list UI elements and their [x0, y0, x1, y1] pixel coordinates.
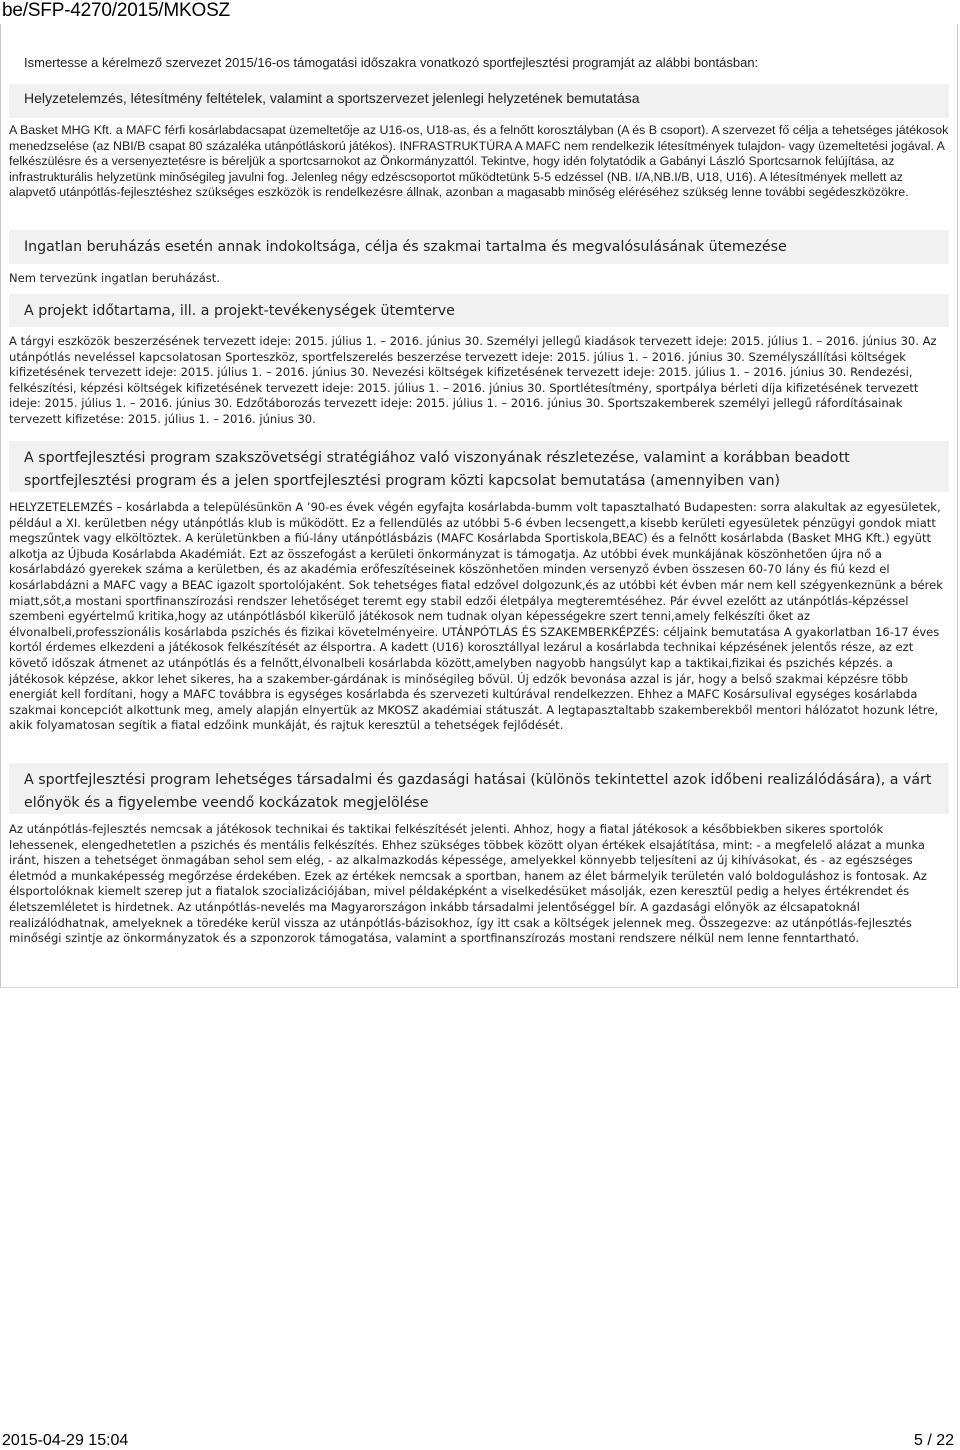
section-body: HELYZETELEMZÉS – kosárlabda a településünkön A ’90-es évek végén egyfajta kosárlabda-bumm volt tapasztalható Budapesten: sorra alakultak az egyesületek, például a XI. kerületben négy utánpótlás klub is működött. Ez a fellendülés az utóbbi 5-6 évben lecsengett,a kisebb kerületi egyesületek pénzügyi gondok miatt megszűntek vagy elköltöztek. A kerületünkben a fiú-lány utánpótlásbázis (MAFC Kosárlabda Sportiskola,BEAC) és a felnőtt kosárlabda (Basket MHG Kft.) együtt alkotja az Újbuda Kosárlabda Akadémiát. Ezt az összefogást a kerületi önkormányzat is támogatja. Az utóbbi évek munkájának köszönhetően újra nő a kosárlabdázó gyerekek száma a kerületben, és az akadémia erőfeszítéseinek köszönhetően minden versenyző évben összesen 60-70 lány és fiú kezd el kosárlabdázni a MAFC vagy a BEAC igazolt sportolójaként. Sok tehetséges fiatal edzővel dolgozunk,és az utóbbi két évben már nem kell szégyenkeznünk a bérek miatt,sőt,a mostani sportfinanszírozási rendszer lehetőséget teremt egy stabil edzői életpálya megteremtéséhez. Pár évvel ezelőtt az utánpótlás-képzéssel szembeni egyértelmű kritika,hogy az utánpótlásból kikerülő játékosok nem tudnak olyan képességekre szert tenni,amely felkészíti őket az élvonalbeli,professzionális kosárlabda pszichés és fizikai követelményeire. UTÁNPÓTLÁS ÉS SZAKEMBERKÉPZÉS: céljaink bemutatása A gyakorlatban 16-17 éves kortól érdemes elkezdeni a játékosok felkészítését az élsportra. A kadett (U16) korosztállyal lezárul a kosárlabda technikai képzésének jelentős része, az ezt követő időszak átmenet az utánpótlás és a felnőtt,élvonalbeli kosárlabda között,amelyben nagyobb hangsúlyt kap a taktikai,fizikai és pszichés képzés. a játékosok képzése, akkor lehet sikeres, ha a szakember-gárdának is minőségileg bővül. Új edzők bevonása azzal is jár, hogy a belső szakmai képzésre több energiát kell fordítani, hogy a MAFC továbbra is egységes kosárlabda és szervezeti kultúrával rendelkezzen. Ehhez a MAFC Kosársulival egységes kosárlabda szakmai koncepciót alkottunk meg, amely alapján elnyertük az MKOSZ akadémiai státuszát. A legtapasztaltabb szakemberekből mentori hálózatot hozunk létre, akik folyamatosan segítik a fiatal edzőink munkáját, és rajtuk keresztül a tehetségek fejlődését.: [9, 500, 943, 733]
section-body: A Basket MHG Kft. a MAFC férfi kosárlabdacsapat üzemeltetője az U16-os, U18-as, és a felnőtt korosztályban (A és B csoport). A szervezet fő célja a tehetséges játékosok menedzselése (az NBI/B csapat 80 százaléka utánpótláskorú játékos). INFRASTRUKTÚRA A MAFC nem rendelkezik létesítmények tulajdon- vagy üzemeltetési jogával. A felkészülésre és a versenyeztetésre is béreljük a sportcsarnokot az Önkormányzattól. Tekintve, hogy idén folytatódik a Gabányi László Sportcsarnok felújítása, az infrastrukturális helyzetünk minőségileg javulni fog. Jelenleg négy edzéscsoportot működtetünk 5-5 edzéssel (NB. I/A,NB.I/B, U18, U16). A létesítmények mellett az alapvető utánpótlás-fejlesztéshez szükséges eszközök is rendelkezésre állnak, azonban a magasabb minőség eléréséhez szükség lenne további segédeszközökre.: [9, 123, 949, 200]
document-id: be/SFP-4270/2015/MKOSZ: [2, 0, 230, 21]
section-heading: A sportfejlesztési program szakszövetségi stratégiához való viszonyának részletezése, valamint a korábban beadott sportfejlesztési program és a jelen sportfejlesztési program közti kapcsolat bemutatása (amennyiben van): [9, 441, 949, 492]
footer-page-number: 5 / 22: [913, 1432, 954, 1449]
section-body: Az utánpótlás-fejlesztés nemcsak a játékosok technikai és taktikai felkészítését jelenti. Ahhoz, hogy a fiatal játékosok a későbbiekben sikeres sportolók lehessenek, elengedhetetlen a pszichés és mentális felkészítés. Ehhez szükséges többek között olyan értékek elsajátítása, mint: - a megfelelő alázat a munka iránt, hiszen a tehetséget önmagában sehol sem elég, - az alkalmazkodás képessége, amelyekkel könnyebb teljesíteni az új kihívásokat, és - az egészséges életmód a munkaképesség megőrzése érdekében. Ezek az értékek nemcsak a sportban, hanem az élet bármelyik területén való boldoguláshoz is fontosak. Az élsportolóknak kiemelt szerep jut a fiatalok szocializációjában, mivel példaképként a viselkedésüket másolják, ezen keresztül pedig a helyes értékrendet és életszemléletet is hirdetnek. Az utánpótlás-nevelés ma Magyarországon inkább társadalmi jelentőséggel bír. A gazdasági előnyök az élcsapatoknál realizálódhatnak, amelyeknek a töredéke kerül vissza az utánpótlás-bázisokhoz, így itt csak a költségek jelennek meg. Összegezve: az utánpótlás-fejlesztés minőségi szintje az önkormányzatok és a szponzorok támogatása, valamint a sportfinanszírozás mostani rendszere nélkül nem lenne fenntartható.: [9, 822, 927, 946]
section-heading: A projekt időtartama, ill. a projekt-tevékenységek ütemterve: [9, 294, 949, 327]
section-body: Nem tervezünk ingatlan beruházást.: [9, 271, 221, 285]
section-heading: Ingatlan beruházás esetén annak indokoltsága, célja és szakmai tartalma és megvalósulásának ütemezése: [9, 230, 949, 264]
footer-timestamp: 2015-04-29 15:04: [2, 1432, 129, 1449]
intro-text: Ismertesse a kérelmező szervezet 2015/16-os támogatási időszakra vonatkozó sportfejlesztési programját az alábbi bontásban:: [24, 55, 759, 70]
section-body: A tárgyi eszközök beszerzésének tervezett ideje: 2015. július 1. – 2016. június 30. Személyi jellegű kiadások tervezett ideje: 2015. július 1. – 2016. június 30. Az utánpótlás neveléssel kapcsolatosan Sporteszköz, sportfelszerelés beszerzése tervezett ideje: 2015. július 1. – 2016. június 30. Személyszállítási költségek kifizetésének tervezett ideje: 2015. július 1. – 2016. június 30. Nevezési költségek kifizetésének tervezett ideje: 2015. július 1. – 2016. június 30. Rendezési, felkészítési, képzési költségek kifizetésének tervezett ideje: 2015. július 1. – 2016. június 30. Sportlétesítmény, sportpálya bérleti díja kifizetésének tervezett ideje: 2015. július 1. – 2016. június 30. Edzőtáborozás tervezett ideje: 2015. július 1. – 2016. június 30. Sportszakemberek személyi jellegű ráfordításainak tervezett kifizetése: 2015. július 1. – 2016. június 30.: [9, 334, 937, 426]
section-heading: Helyzetelemzés, létesítmény feltételek, valamint a sportszervezet jelenlegi helyzetének bemutatása: [9, 84, 949, 118]
section-heading: A sportfejlesztési program lehetséges társadalmi és gazdasági hatásai (különös tekintettel azok időbeni realizálódására), a várt előnyök és a figyelembe veendő kockázatok megjelölése: [9, 763, 949, 814]
